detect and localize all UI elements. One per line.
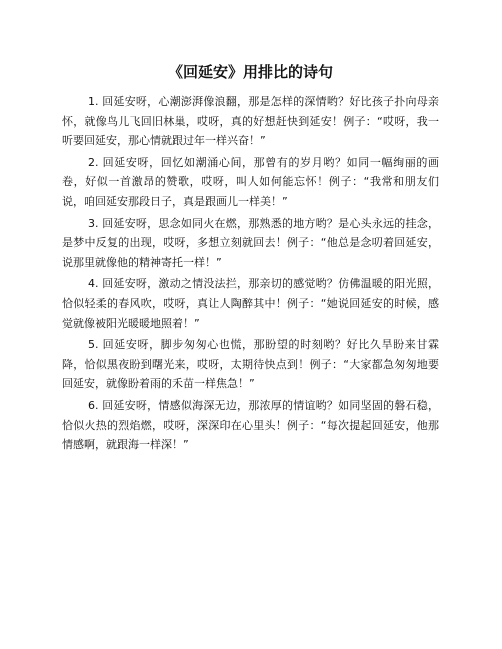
paragraph-2: 2. 回延安呀，回忆如潮涌心间，那曾有的岁月哟？如同一幅绚丽的画卷，好似一首激昂的赞歌，哎呀，叫人如何能忘怀！例子：“我常和朋友们说，咱回延安那段日子，真是跟画儿一样美！” — [62, 155, 439, 208]
document-title: 《回延安》用排比的诗句 — [167, 63, 333, 81]
paragraph-5: 5. 回延安呀，脚步匆匆心也慌，那盼望的时刻哟？好比久旱盼来甘霖降，恰似黑夜盼到曙光来，哎呀，太期待快点到！例子：“大家都急匆匆地要回延安，就像盼着雨的禾苗一样焦急！” — [62, 338, 439, 391]
paragraph-1: 1. 回延安呀，心潮澎湃像浪翻，那是怎样的深情哟？好比孩子扑向母亲怀，就像鸟儿飞回旧林巢，哎呀，真的好想赶快到延安！例子：“哎呀，我一听要回延安，那心情就跟过年一样兴奋！” — [62, 95, 439, 148]
paragraph-3: 3. 回延安呀，思念如同火在燃，那熟悉的地方哟？是心头永远的挂念，是梦中反复的出现，哎呀，多想立刻就回去！例子：“他总是念叨着回延安，说那里就像他的精神寄托一样！” — [62, 216, 439, 269]
paragraph-4: 4. 回延安呀，激动之情没法拦，那亲切的感觉哟？仿佛温暖的阳光照，恰似轻柔的春风吹，哎呀，真让人陶醉其中！例子：“她说回延安的时候，感觉就像被阳光暖暖地照着！” — [62, 277, 439, 330]
paragraph-6: 6. 回延安呀，情感似海深无边，那浓厚的情谊哟？如同坚固的磐石稳，恰似火热的烈焰燃，哎呀，深深印在心里头！例子：“每次提起回延安，他那情感啊，就跟海一样深！” — [62, 398, 439, 452]
